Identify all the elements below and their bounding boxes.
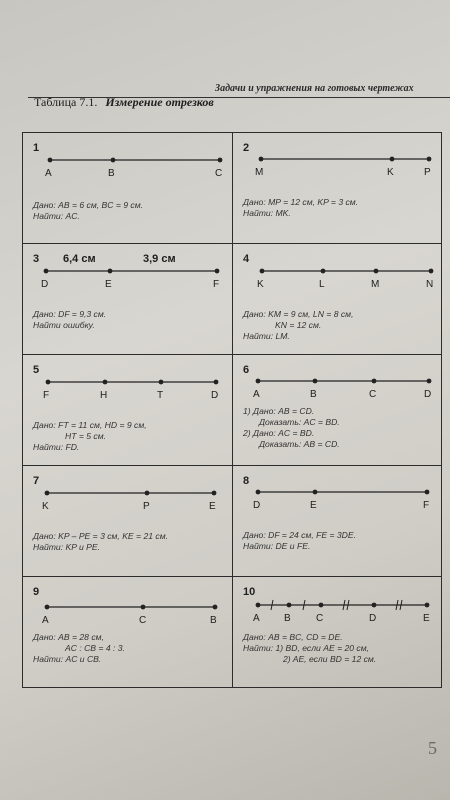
point-label: D <box>253 500 261 511</box>
find-line: Найти ошибку. <box>33 320 95 330</box>
given-line: Дано: AB = 6 см, BC = 9 см. <box>33 200 143 210</box>
given-line: Дано: AB = 28 см, <box>33 632 104 642</box>
point-label: P <box>143 501 150 512</box>
point-label: N <box>426 279 434 290</box>
exercise-7 <box>23 466 232 576</box>
point-label: B <box>284 613 291 624</box>
exercise-number: 1 <box>33 142 40 154</box>
exercise-4 <box>233 244 442 354</box>
given-line: KN = 12 см. <box>275 320 322 330</box>
exercise-table <box>22 132 442 688</box>
running-head: Задачи и упражнения на готовых чертежах <box>215 83 414 94</box>
point-label: K <box>42 501 49 512</box>
point-label: T <box>157 390 164 401</box>
exercise-3 <box>23 244 232 354</box>
point-label: L <box>319 279 325 290</box>
exercise-5 <box>23 355 232 465</box>
table-number: Таблица 7.1. <box>34 95 98 109</box>
point-label: D <box>211 390 219 401</box>
point-label: M <box>371 279 380 290</box>
point-label: B <box>310 389 317 400</box>
find-line: Найти: LM. <box>243 331 290 341</box>
given-line: HT = 5 см. <box>65 431 106 441</box>
task-line: Доказать: AB = CD. <box>259 439 340 449</box>
table-title <box>34 95 214 110</box>
point-label: D <box>424 389 432 400</box>
find-line: Найти: KP и PE. <box>33 542 101 552</box>
given-line: Дано: KP – PE = 3 см, KE = 21 см. <box>33 531 168 541</box>
find-line: Найти: DE и FE. <box>243 541 311 551</box>
given-line: Дано: DF = 9,3 см. <box>33 309 107 319</box>
point-label: C <box>316 613 324 624</box>
exercise-1 <box>23 133 232 243</box>
exercise-number: 2 <box>243 142 250 154</box>
exercise-number: 9 <box>33 586 40 598</box>
exercise-number: 3 <box>33 253 40 265</box>
point-label: E <box>105 279 112 290</box>
segment-figure <box>23 466 232 576</box>
point-label: A <box>253 613 260 624</box>
segment-figure <box>233 133 442 243</box>
exercise-number: 6 <box>243 364 250 376</box>
find-line: Найти: AC и CB. <box>33 654 102 664</box>
given-line: Дано: KM = 9 см, LN = 8 см, <box>243 309 354 319</box>
given-line: Дано: DF = 24 см, FE = 3DE. <box>243 530 356 540</box>
point-label: A <box>253 389 260 400</box>
find-line: Найти: MK. <box>243 208 291 218</box>
point-label: C <box>139 615 147 626</box>
task-line: 2) Дано: AC = BD. <box>243 428 315 438</box>
exercise-number: 5 <box>33 364 40 376</box>
point-label: F <box>43 390 50 401</box>
exercise-8 <box>233 466 442 576</box>
point-label: M <box>255 167 264 178</box>
find-line: 2) AE, если BD = 12 см. <box>283 654 377 664</box>
point-label: A <box>42 615 49 626</box>
segment-length-label: 3,9 см <box>143 253 176 265</box>
given-line: Дано: MP = 12 см, KP = 3 см. <box>243 197 359 207</box>
point-label: A <box>45 168 52 179</box>
exercise-number: 8 <box>243 475 250 487</box>
find-line: Найти: AC. <box>33 211 80 221</box>
point-label: E <box>310 500 317 511</box>
given-line: Дано: FT = 11 см, HD = 9 см, <box>33 420 147 430</box>
find-line: Найти: FD. <box>33 442 80 452</box>
point-label: F <box>423 500 430 511</box>
segment-length-label: 6,4 см <box>63 253 96 265</box>
point-label: B <box>108 168 115 179</box>
point-label: K <box>387 167 394 178</box>
point-label: H <box>100 390 108 401</box>
point-label: E <box>423 613 430 624</box>
point-label: D <box>41 279 49 290</box>
given-line: Дано: AB = BC, CD = DE. <box>243 632 343 642</box>
exercise-number: 4 <box>243 253 250 265</box>
find-line: Найти: 1) BD, если AE = 20 см, <box>243 643 369 653</box>
given-line: AC : CB = 4 : 3. <box>65 643 125 653</box>
exercise-number: 10 <box>243 586 256 598</box>
exercise-number: 7 <box>33 475 40 487</box>
task-line: 1) Дано: AB = CD. <box>243 406 315 416</box>
point-label: D <box>369 613 377 624</box>
page-number: 5 <box>428 738 437 758</box>
point-label: F <box>213 279 220 290</box>
point-label: E <box>209 501 216 512</box>
exercise-6 <box>233 355 442 465</box>
table-name: Измерение отрезков <box>105 95 214 109</box>
exercise-9 <box>23 577 232 687</box>
point-label: B <box>210 615 217 626</box>
point-label: K <box>257 279 264 290</box>
segment-figure <box>23 133 232 243</box>
task-line: Доказать: AC = BD. <box>259 417 340 427</box>
point-label: C <box>369 389 377 400</box>
exercise-10 <box>233 577 442 687</box>
segment-figure <box>233 466 442 576</box>
point-label: P <box>424 167 431 178</box>
segment-figure <box>23 244 232 354</box>
exercise-2 <box>233 133 442 243</box>
point-label: C <box>215 168 223 179</box>
